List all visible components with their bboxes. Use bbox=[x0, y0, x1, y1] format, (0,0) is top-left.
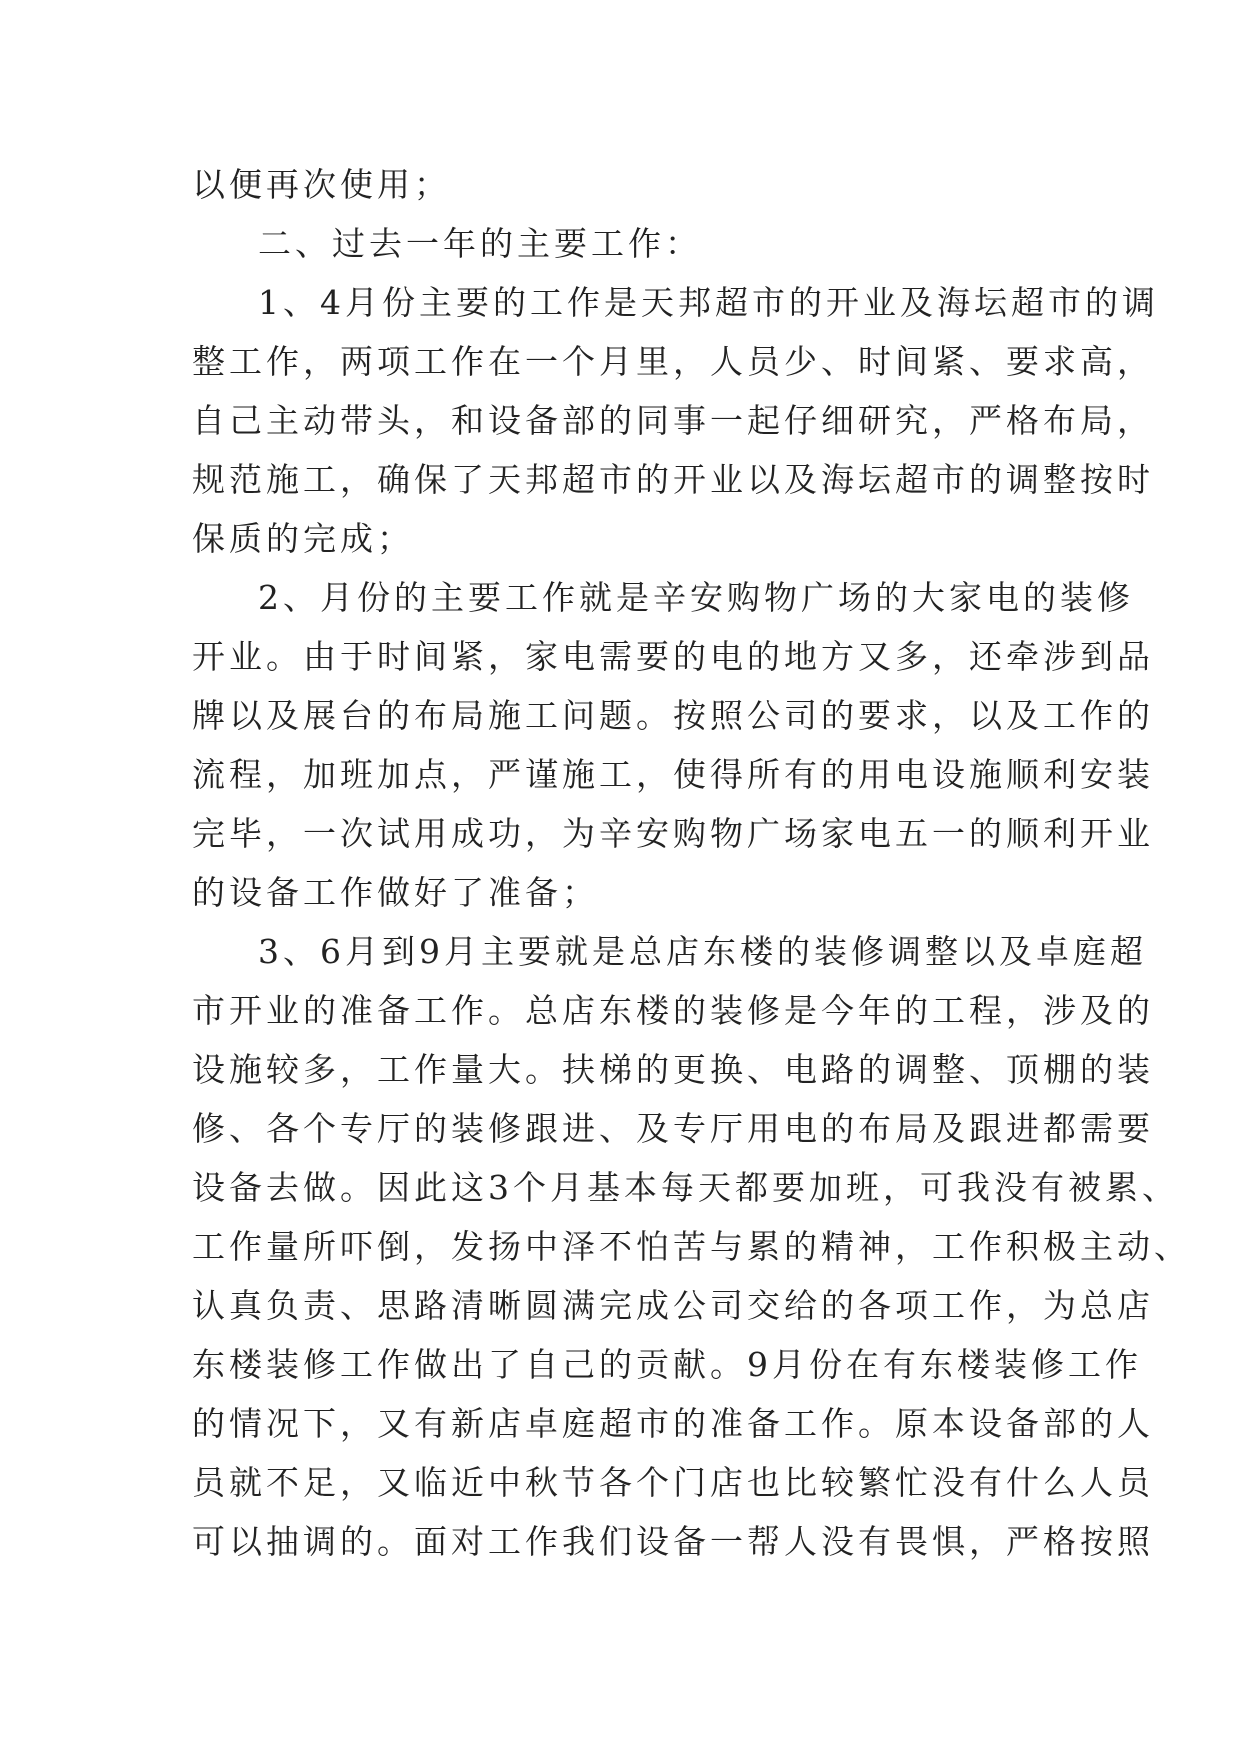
paragraph-1-line: 1、4月份主要的工作是天邦超市的开业及海坛超市的调 bbox=[258, 283, 1159, 322]
paragraph-1-line: 整工作，两项工作在一个月里，人员少、时间紧、要求高， bbox=[192, 342, 1154, 381]
paragraph-2-line: 2、月份的主要工作就是辛安购物广场的大家电的装修 bbox=[258, 578, 1134, 617]
paragraph-3-line: 设施较多，工作量大。扶梯的更换、电路的调整、顶棚的装 bbox=[192, 1050, 1154, 1089]
paragraph-2-line: 开业。由于时间紧，家电需要的电的地方又多，还牵涉到品 bbox=[192, 637, 1154, 676]
paragraph-2-line: 牌以及展台的布局施工问题。按照公司的要求，以及工作的 bbox=[192, 696, 1154, 735]
paragraph-1-line: 规范施工，确保了天邦超市的开业以及海坛超市的调整按时 bbox=[192, 460, 1154, 499]
paragraph-2-line: 流程，加班加点，严谨施工，使得所有的用电设施顺利安装 bbox=[192, 755, 1154, 794]
section-heading: 二、过去一年的主要工作： bbox=[258, 224, 702, 263]
paragraph-2-line: 的设备工作做好了准备； bbox=[192, 873, 599, 912]
paragraph-3-line: 员就不足，又临近中秋节各个门店也比较繁忙没有什么人员 bbox=[192, 1463, 1154, 1502]
paragraph-3-line: 认真负责、思路清晰圆满完成公司交给的各项工作，为总店 bbox=[192, 1286, 1154, 1325]
paragraph-3-line: 可以抽调的。面对工作我们设备一帮人没有畏惧，严格按照 bbox=[192, 1522, 1154, 1561]
paragraph-3-line: 市开业的准备工作。总店东楼的装修是今年的工程，涉及的 bbox=[192, 991, 1154, 1030]
paragraph-3-line: 的情况下，又有新店卓庭超市的准备工作。原本设备部的人 bbox=[192, 1404, 1154, 1443]
paragraph-3-line: 设备去做。因此这3个月基本每天都要加班，可我没有被累、 bbox=[192, 1168, 1179, 1207]
paragraph-3-line: 修、各个专厅的装修跟进、及专厅用电的布局及跟进都需要 bbox=[192, 1109, 1154, 1148]
paragraph-2-line: 完毕，一次试用成功，为辛安购物广场家电五一的顺利开业 bbox=[192, 814, 1154, 853]
paragraph-3-line: 工作量所吓倒，发扬中泽不怕苦与累的精神，工作积极主动、 bbox=[192, 1227, 1191, 1266]
document-body bbox=[192, 155, 1191, 1571]
text-line: 以便再次使用； bbox=[192, 165, 451, 204]
paragraph-1-line: 自己主动带头，和设备部的同事一起仔细研究，严格布局， bbox=[192, 401, 1154, 440]
paragraph-3-line: 3、6月到9月主要就是总店东楼的装修调整以及卓庭超 bbox=[258, 932, 1147, 971]
paragraph-1-line: 保质的完成； bbox=[192, 519, 414, 558]
paragraph-3-line: 东楼装修工作做出了自己的贡献。9月份在有东楼装修工作 bbox=[192, 1345, 1142, 1384]
